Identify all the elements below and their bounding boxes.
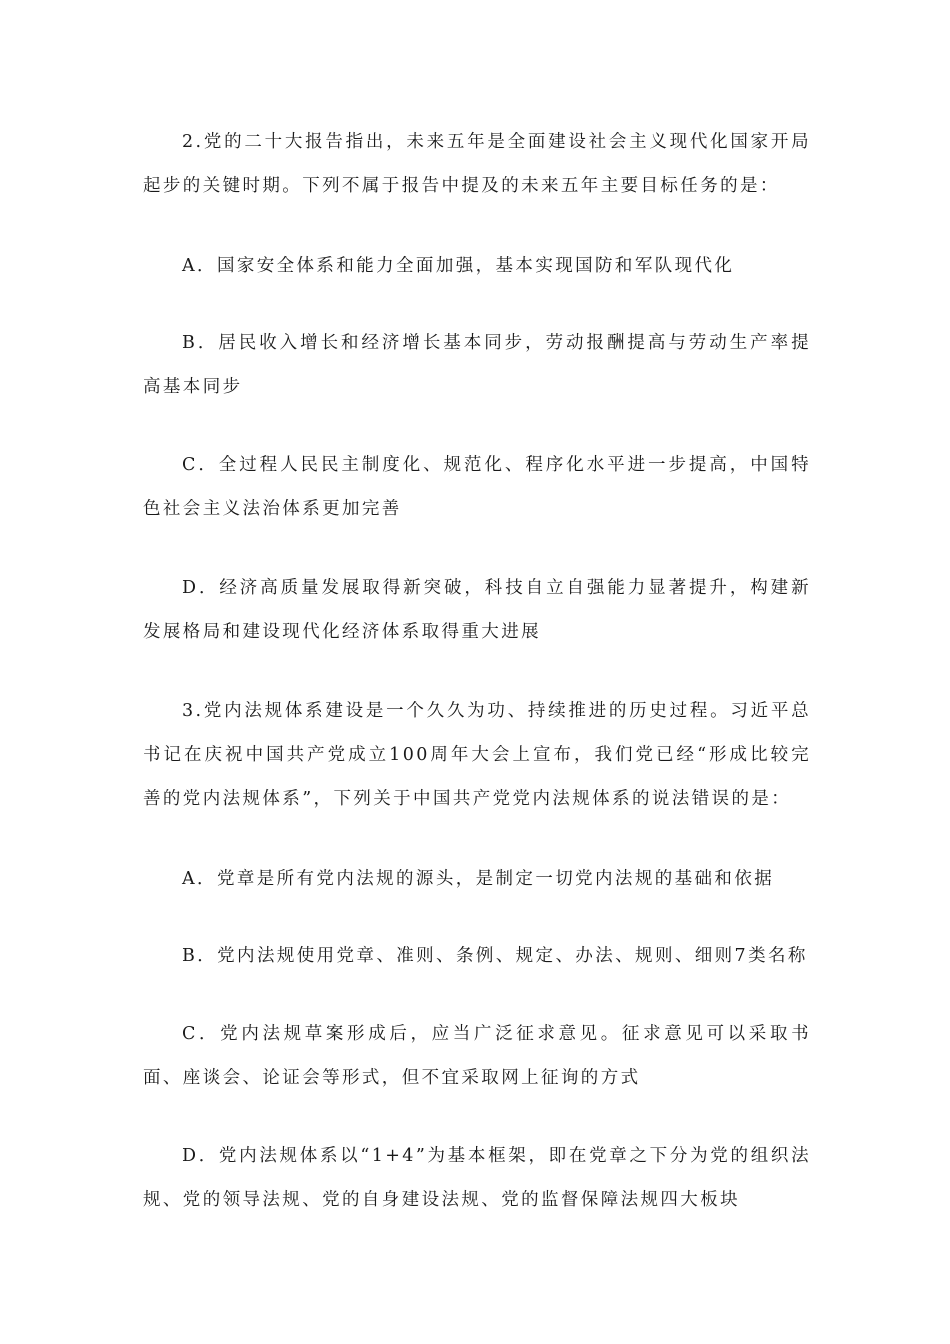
question-2-option-b: B．居民收入增长和经济增长基本同步，劳动报酬提高与劳动生产率提高基本同步	[143, 333, 811, 397]
question-3-option-a: A．党章是所有党内法规的源头，是制定一切党内法规的基础和依据	[182, 869, 775, 889]
question-2-option-c: C．全过程人民民主制度化、规范化、程序化水平进一步提高，中国特色社会主义法治体系更加完善	[143, 455, 811, 519]
question-3-option-d: D．党内法规体系以“1+4”为基本框架，即在党章之下分为党的组织法规、党的领导法规、党的自身建设法规、党的监督保障法规四大板块	[143, 1146, 811, 1210]
question-3-option-b: B．党内法规使用党章、准则、条例、规定、办法、规则、细则7类名称	[182, 946, 808, 966]
question-3-stem: 3.党内法规体系建设是一个久久为功、持续推进的历史过程。习近平总书记在庆祝中国共产党成立100周年大会上宣布，我们党已经“形成比较完善的党内法规体系”，下列关于中国共产党党内法规体系的说法错误的是：	[143, 701, 811, 809]
question-2-option-d: D．经济高质量发展取得新突破，科技自立自强能力显著提升，构建新发展格局和建设现代化经济体系取得重大进展	[143, 578, 811, 642]
question-2-stem: 2.党的二十大报告指出，未来五年是全面建设社会主义现代化国家开局起步的关键时期。下列不属于报告中提及的未来五年主要目标任务的是：	[143, 132, 811, 196]
question-2-option-a: A．国家安全体系和能力全面加强，基本实现国防和军队现代化	[182, 256, 735, 276]
question-3-option-c: C．党内法规草案形成后，应当广泛征求意见。征求意见可以采取书面、座谈会、论证会等形式，但不宜采取网上征询的方式	[143, 1024, 811, 1088]
